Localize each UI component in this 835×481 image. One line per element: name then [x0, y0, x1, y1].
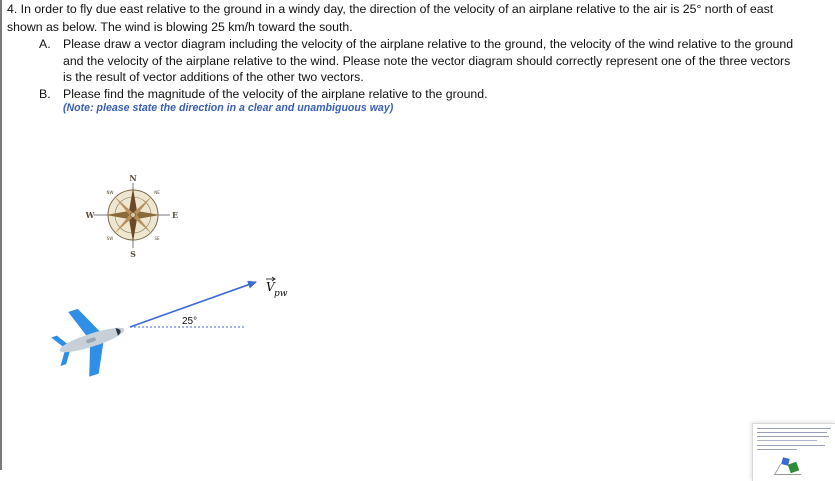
compass-label-se: SE [154, 236, 160, 241]
compass-label-sw: SW [106, 236, 114, 241]
compass-label-nw: NW [106, 190, 114, 195]
compass-rose [85, 173, 179, 259]
compass-label-ne: NE [154, 190, 160, 195]
compass-label-e: E [171, 210, 179, 220]
part-b-line-1: Please find the magnitude of the velocity of the airplane relative to the ground. [63, 87, 488, 101]
slide-thumbnail[interactable] [752, 423, 835, 481]
question-line-1: 4. In order to fly due east relative to the ground in a windy day, the direction of the velocity of an airplane relative to the air is 25° north of east [7, 2, 774, 16]
airplane-icon [45, 297, 134, 384]
part-b-label: B. [39, 87, 51, 101]
vector-subscript: pw [274, 289, 288, 299]
compass-label-w: W [85, 210, 95, 220]
part-a-line-2: and the velocity of the airplane relative to the wind. Please note the vector diagram should correctly represent one of the three vectors [63, 53, 791, 68]
compass-label-s: S [130, 249, 136, 259]
vector-label [266, 277, 288, 299]
part-a-label: A. [39, 37, 51, 51]
part-b-note: (Note: please state the direction in a clear and unambiguous way) [63, 102, 394, 114]
vector-symbol: V [266, 280, 275, 294]
compass-label-n: N [129, 173, 137, 183]
part-a-line-3: is the result of vector additions of the other two vectors. [63, 70, 364, 84]
part-a-line-1: Please draw a vector diagram including the velocity of the airplane relative to the ground, the velocity of the wind relative to the ground [63, 37, 794, 51]
question-line-2: shown as below. The wind is blowing 25 km/h toward the south. [7, 19, 353, 34]
angle-label: 25° [182, 316, 198, 327]
